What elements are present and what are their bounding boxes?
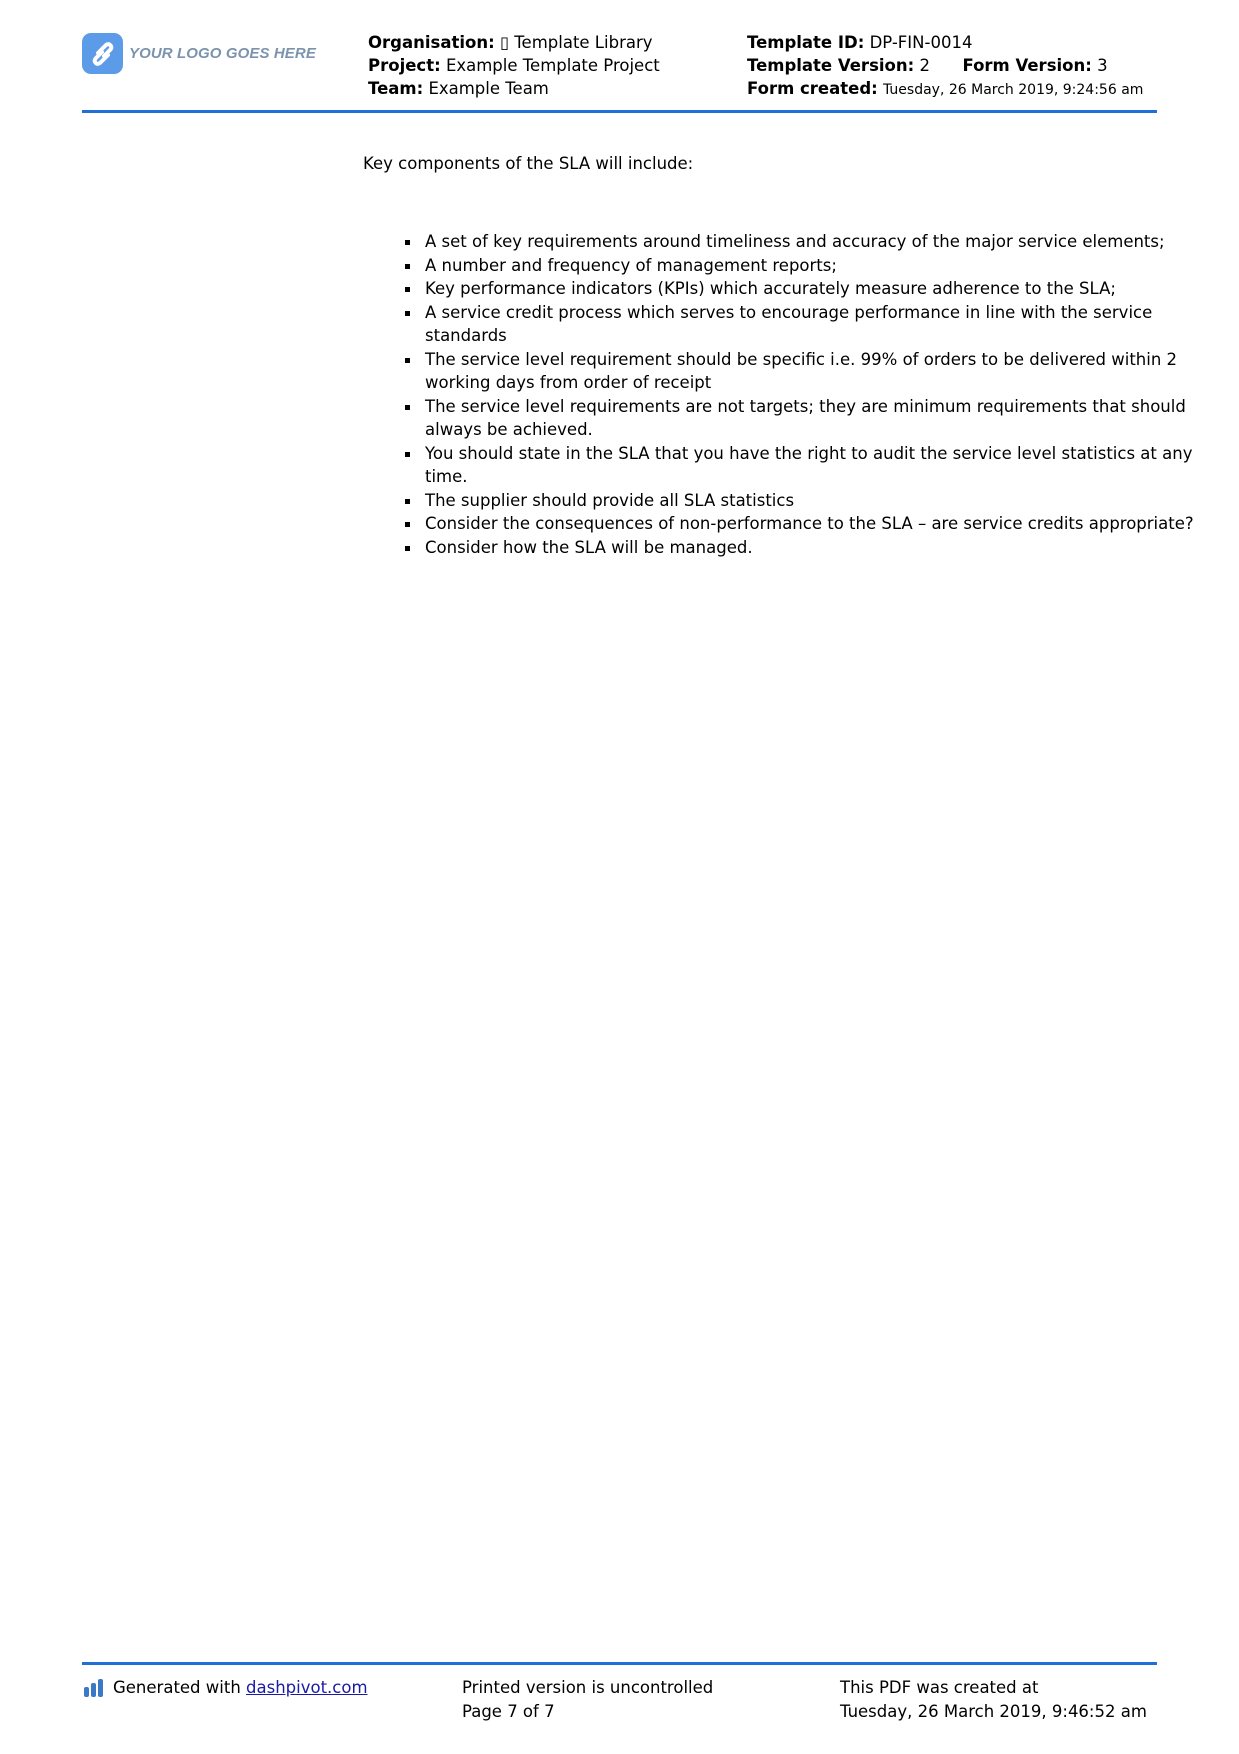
- form-created-value: Tuesday, 26 March 2019, 9:24:56 am: [883, 82, 1144, 98]
- sla-components-list: [367, 230, 1225, 559]
- team-value: Example Team: [428, 79, 549, 98]
- organisation-line: [368, 31, 660, 54]
- logo-text: YOUR LOGO GOES HERE: [129, 45, 316, 62]
- list-item: A set of key requirements around timeliness and accuracy of the major service elements;: [425, 230, 1225, 254]
- footer-print-info: [462, 1676, 713, 1723]
- template-id-value: DP-FIN-0014: [869, 33, 973, 52]
- template-version-value: 2: [919, 56, 930, 75]
- project-line: [368, 54, 660, 77]
- list-item: The service level requirements are not targets; they are minimum requirements that should always be achieved.: [425, 395, 1225, 442]
- dashpivot-link[interactable]: dashpivot.com: [246, 1678, 368, 1697]
- team-label: Team:: [368, 79, 424, 98]
- list-item: Consider how the SLA will be managed.: [425, 536, 1225, 560]
- page-number: Page 7 of 7: [462, 1701, 555, 1721]
- form-created-line: [747, 77, 1143, 102]
- generated-prefix: Generated with: [113, 1678, 247, 1697]
- logo-icon: [82, 33, 123, 74]
- header-project-info: [368, 31, 660, 100]
- footer-generated: [84, 1676, 368, 1700]
- section-intro: Key components of the SLA will include:: [363, 154, 694, 173]
- list-item: You should state in the SLA that you have the right to audit the service level statistics at any time.: [425, 442, 1225, 489]
- footer-created-info: [840, 1676, 1147, 1723]
- list-item: Key performance indicators (KPIs) which accurately measure adherence to the SLA;: [425, 277, 1225, 301]
- form-created-label: Form created:: [747, 79, 878, 98]
- printed-notice: Printed version is uncontrolled: [462, 1678, 714, 1697]
- project-label: Project:: [368, 56, 441, 75]
- form-version-value: 3: [1097, 56, 1108, 75]
- dashpivot-bars-icon: [84, 1679, 105, 1697]
- company-logo: [82, 33, 316, 74]
- header-template-info: [747, 31, 1143, 102]
- header-divider: [82, 110, 1157, 113]
- template-version-label: Template Version:: [747, 56, 915, 75]
- template-id-line: [747, 31, 1143, 54]
- footer-divider: [82, 1662, 1157, 1665]
- list-item: The service level requirement should be specific i.e. 99% of orders to be delivered within 2 working days from order of receipt: [425, 348, 1225, 395]
- form-version-label: Form Version:: [962, 56, 1092, 75]
- organisation-value: ▯ Template Library: [499, 33, 653, 52]
- list-item: A number and frequency of management reports;: [425, 254, 1225, 278]
- project-value: Example Template Project: [445, 56, 660, 75]
- pdf-created-value: Tuesday, 26 March 2019, 9:46:52 am: [840, 1701, 1147, 1721]
- organisation-label: Organisation:: [368, 33, 495, 52]
- list-item: A service credit process which serves to encourage performance in line with the service standards: [425, 301, 1225, 348]
- pdf-created-label: This PDF was created at: [840, 1678, 1039, 1697]
- team-line: [368, 77, 660, 100]
- version-line: [747, 54, 1143, 77]
- list-item: Consider the consequences of non-performance to the SLA – are service credits appropriate?: [425, 512, 1225, 536]
- template-id-label: Template ID:: [747, 33, 865, 52]
- list-item: The supplier should provide all SLA statistics: [425, 489, 1225, 513]
